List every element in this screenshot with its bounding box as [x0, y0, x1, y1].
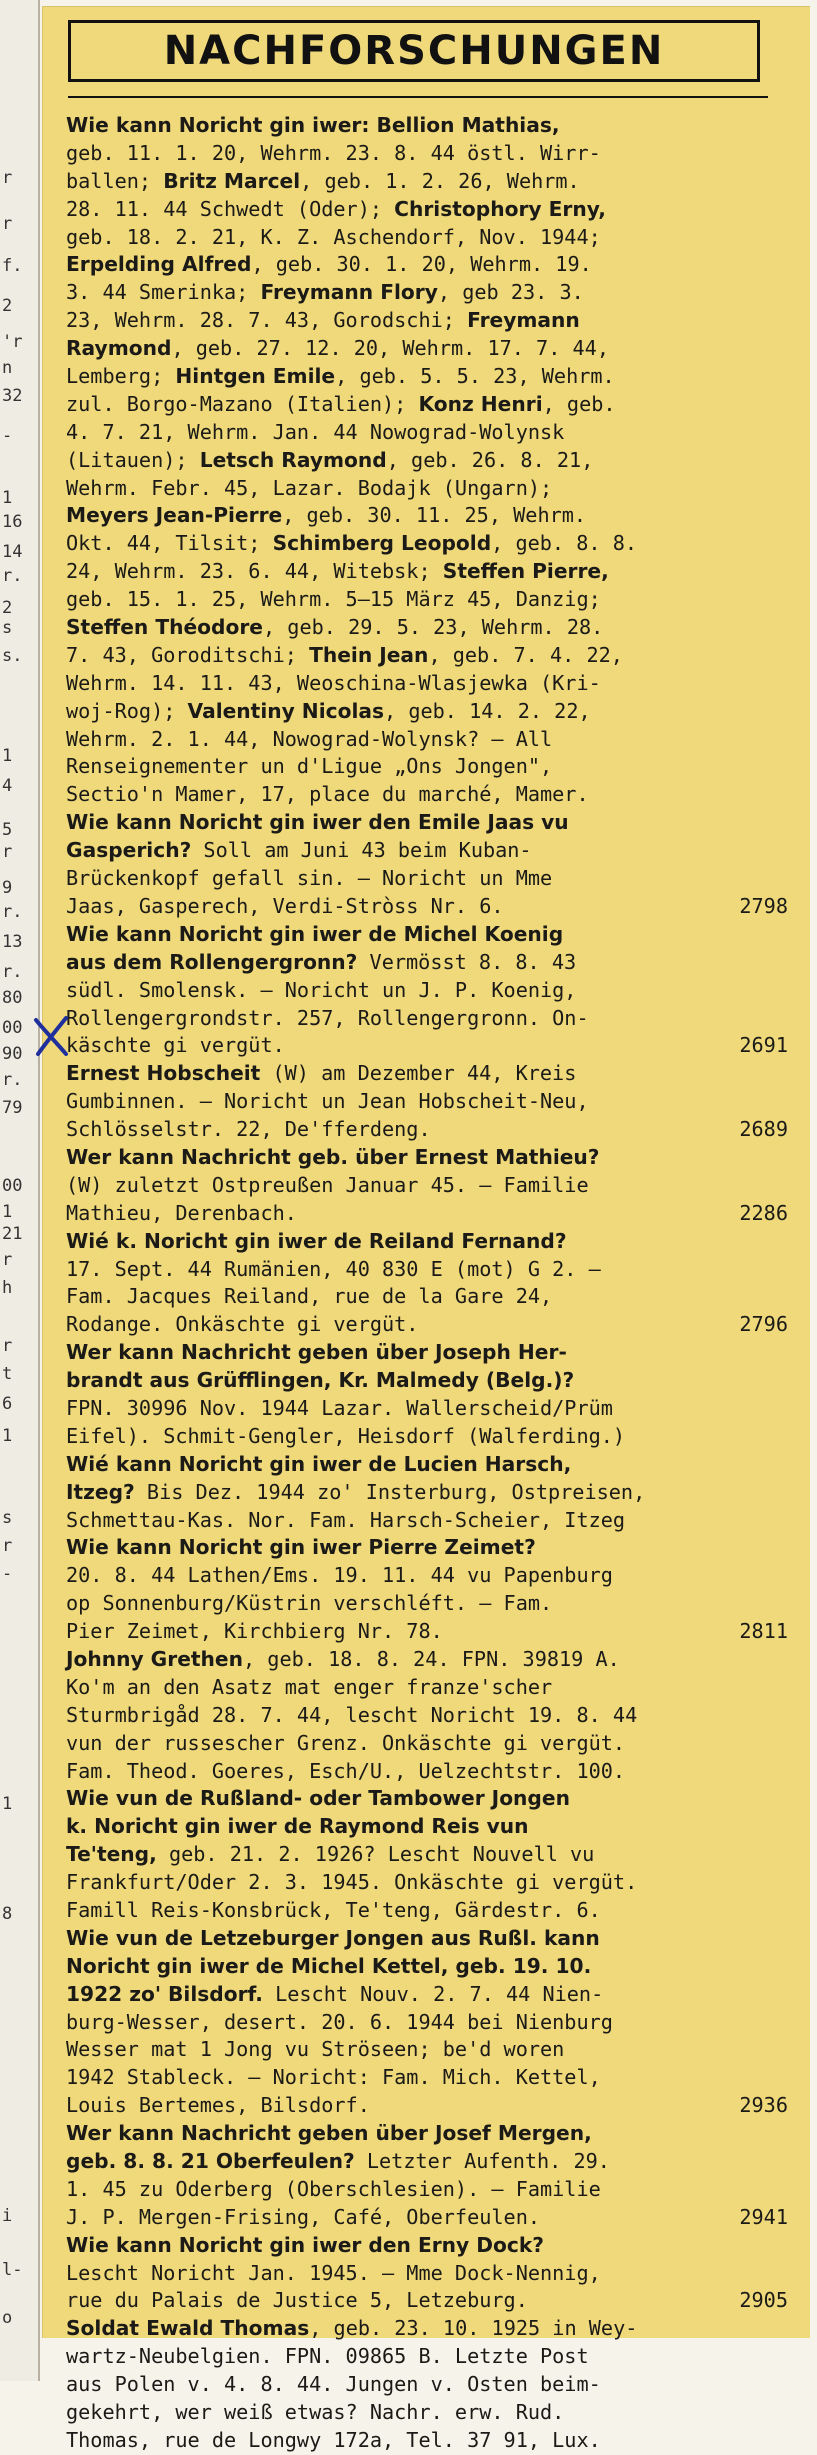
text-line [66, 1758, 788, 1786]
text-line [66, 698, 788, 726]
margin-fragment: r [2, 1336, 13, 1356]
text-segment: , geb. 1. 2. 26, Wehrm. [300, 168, 580, 193]
bold-name-text: Wié kann Noricht gin iwer de Lucien Harsch, [66, 1451, 572, 1476]
text-segment: vun der russescher Grenz. Onkäschte gi vergüt. [66, 1730, 626, 1755]
margin-fragment: f. [2, 256, 23, 276]
text-line [66, 1144, 788, 1172]
text-segment: J. P. Mergen-Frising, Café, Oberfeulen. [66, 2204, 541, 2229]
text-segment: Ko'm an den Asatz mat enger franze'scher [66, 1674, 553, 1699]
margin-fragment: 21 [2, 1224, 23, 1244]
text-segment: Louis Bertemes, Bilsdorf. [66, 2093, 370, 2118]
text-line [66, 447, 788, 475]
text-line [66, 1311, 788, 1339]
text-segment: südl. Smolensk. — Noricht un J. P. Koenig, [66, 977, 577, 1002]
margin-fragment: 1 [2, 1426, 13, 1446]
text-line [66, 391, 788, 419]
text-line [66, 1953, 788, 1981]
text-segment: Rollengergrondstr. 257, Rollengergronn. On- [66, 1005, 589, 1030]
text-line [66, 251, 788, 279]
text-segment: Vermösst 8. 8. 43 [357, 949, 577, 974]
bold-name-text: Wie kann Noricht gin iwer den Erny Dock? [66, 2232, 544, 2257]
text-segment: geb. 21. 2. 1926? Lescht Nouvell vu [156, 1842, 595, 1867]
text-line [66, 2343, 788, 2371]
bold-name-text: Hintgen Emile [175, 364, 336, 389]
text-line [66, 1869, 788, 1897]
margin-fragment: 79 [2, 1098, 23, 1118]
text-segment: 17. Sept. 44 Rumänien, 40 830 E (mot) G 2. — [66, 1256, 601, 1281]
margin-fragment: s [2, 1508, 13, 1528]
text-line [66, 2427, 788, 2455]
bold-name-text: 1922 zo' Bilsdorf. [66, 1981, 263, 2006]
bold-name-text: Thein Jean [309, 642, 429, 667]
margin-fragment: 'r [2, 332, 23, 352]
margin-fragment: 90 [2, 1044, 23, 1064]
text-segment: Frankfurt/Oder 2. 3. 1945. Onkäschte gi vergüt. [66, 1870, 638, 1895]
text-line [66, 1590, 788, 1618]
text-line [66, 1785, 788, 1813]
text-line [66, 1841, 788, 1869]
text-segment: 24, Wehrm. 23. 6. 44, Witebsk; [66, 559, 443, 584]
bold-name-text: Freymann [467, 308, 580, 333]
bold-name-text: Wie kann Noricht gin iwer: Bellion Mathias, [66, 113, 560, 137]
margin-fragment: 5 [2, 820, 13, 840]
text-segment: Wehrm. 14. 11. 43, Weoschina-Wlasjewka (Kri- [66, 670, 601, 695]
text-line [66, 1730, 788, 1758]
text-segment: Famill Reis-Konsbrück, Te'teng, Gärdestr. 6. [66, 1898, 601, 1922]
text-line [66, 2176, 788, 2204]
margin-fragment: r. [2, 566, 23, 586]
text-line [66, 1367, 788, 1395]
headline: NACHFORSCHUNGEN [163, 28, 665, 74]
text-segment: burg-Wesser, desert. 20. 6. 1944 bei Nienburg [66, 2009, 613, 2034]
text-segment: 3. 44 Smerinka; [66, 280, 261, 305]
text-segment: Soll am Juni 43 beim Kuban- [191, 838, 532, 863]
text-line [66, 1395, 788, 1423]
text-segment: woj-Rog); [66, 698, 188, 723]
margin-fragment: 1 [2, 1794, 13, 1814]
bold-name-text: Noricht gin iwer de Michel Kettel, geb. 19. 10. [66, 1953, 592, 1978]
text-segment: Mathieu, Derenbach. [66, 1200, 297, 1225]
text-line [66, 2036, 788, 2064]
bold-name-text: Schimberg Leopold [272, 531, 492, 556]
text-line [66, 2287, 788, 2315]
margin-fragment: n [2, 358, 13, 378]
margin-fragment: 6 [2, 1394, 13, 1414]
text-line [66, 2009, 788, 2037]
text-segment: rue du Palais de Justice 5, Letzeburg. [66, 2288, 528, 2313]
margin-fragment: s [2, 618, 13, 638]
margin-fragment: o [2, 2308, 13, 2328]
notice-number: 2689 [739, 1117, 788, 1142]
text-line [66, 1618, 788, 1646]
bold-name-text: Wer kann Nachricht geben über Josef Mergen, [66, 2121, 592, 2146]
text-line [66, 224, 788, 252]
notice-number: 2691 [739, 1033, 788, 1058]
margin-fragment: - [2, 426, 13, 446]
margin-fragment: 32 [2, 386, 23, 406]
text-line [66, 614, 788, 642]
margin-fragment: r. [2, 1070, 23, 1090]
text-segment: Sturmbrigåd 28. 7. 44, lescht Noricht 19. 8. 44 [66, 1702, 638, 1727]
text-line [66, 2092, 788, 2120]
text-line [66, 502, 788, 530]
bold-name-text: Valentiny Nicolas [187, 698, 385, 723]
text-line [66, 865, 788, 893]
margin-fragment: 9 [2, 878, 13, 898]
text-segment: , geb. 26. 8. 21, [386, 447, 594, 472]
text-line [66, 1925, 788, 1953]
text-line [66, 1423, 788, 1451]
text-line [66, 2315, 788, 2343]
bold-name-text: Raymond [66, 336, 172, 361]
bold-name-text: Steffen Pierre, [442, 559, 609, 584]
bold-name-text: k. Noricht gin iwer de Raymond Reis vun [66, 1814, 529, 1839]
notice-number: 2936 [739, 2093, 788, 2118]
margin-fragment: 1 [2, 1202, 13, 1222]
text-line [66, 781, 788, 809]
text-segment: 4. 7. 21, Wehrm. Jan. 44 Nowograd-Wolynsk [66, 419, 565, 444]
text-segment: Renseignementer un d'Ligue „Ons Jongen", [66, 754, 553, 779]
margin-fragment: l- [2, 2260, 23, 2280]
text-segment: (W) zuletzt Ostpreußen Januar 45. — Familie [66, 1172, 589, 1197]
text-line [66, 1813, 788, 1841]
text-segment: Wehrm. 2. 1. 44, Nowograd-Wolynsk? — All [66, 726, 553, 751]
notice-number: 2905 [739, 2288, 788, 2313]
text-line [66, 586, 788, 614]
text-segment: Eifel). Schmit-Gengler, Heisdorf (Walferding.) [66, 1423, 626, 1448]
margin-fragment: 16 [2, 512, 23, 532]
bold-name-text: Christophory Erny, [394, 196, 606, 221]
text-line [66, 1674, 788, 1702]
text-segment: käschte gi vergüt. [66, 1033, 285, 1058]
text-line [66, 363, 788, 391]
text-line [66, 1088, 788, 1116]
text-line [66, 196, 788, 224]
text-segment: , geb. 23. 10. 1925 in Wey- [309, 2316, 638, 2341]
text-segment: (W) am Dezember 44, Kreis [260, 1061, 577, 1086]
text-segment: Letzter Aufenth. 29. [354, 2149, 610, 2174]
margin-fragment: 00 [2, 1018, 23, 1038]
text-segment: FPN. 30996 Nov. 1944 Lazar. Wallerscheid/Prüm [66, 1395, 613, 1420]
margin-fragment: r [2, 842, 13, 862]
bold-name-text: Te'teng, [66, 1842, 157, 1867]
text-line [66, 335, 788, 363]
text-segment: Jaas, Gasperech, Verdi-Stròss Nr. 6. [66, 893, 504, 918]
margin-fragment: r [2, 214, 13, 234]
margin-fragment: r [2, 1250, 13, 1270]
text-line [66, 1562, 788, 1590]
adjacent-column-fragment [0, 0, 40, 2381]
text-line [66, 1256, 788, 1284]
text-segment: , geb. 29. 5. 23, Wehrm. 28. [263, 615, 604, 640]
text-line [66, 1172, 788, 1200]
margin-fragment: 8 [2, 1904, 13, 1924]
text-line [66, 809, 788, 837]
text-line [66, 1534, 788, 1562]
headline-box [68, 20, 760, 82]
text-segment: 1942 Stableck. — Noricht: Fam. Mich. Kettel, [66, 2065, 601, 2090]
bold-name-text: Wie kann Noricht gin iwer de Michel Koenig [66, 921, 564, 946]
text-segment: , geb. [542, 391, 616, 416]
text-line [66, 419, 788, 447]
text-line [66, 2260, 788, 2288]
text-segment: geb. 18. 2. 21, K. Z. Aschendorf, Nov. 1944; [66, 224, 601, 249]
text-line [66, 949, 788, 977]
text-segment: , geb. 7. 4. 22, [428, 642, 623, 667]
notice-number: 2811 [739, 1619, 788, 1644]
bold-name-text: Itzeg? [66, 1479, 135, 1504]
notices-column [66, 112, 788, 2455]
text-segment: , geb. 27. 12. 20, Wehrm. 17. 7. 44, [171, 336, 609, 361]
text-line [66, 1451, 788, 1479]
bold-name-text: Johnny Grethen [66, 1646, 243, 1671]
text-segment: , geb. 5. 5. 23, Wehrm. [335, 364, 615, 389]
text-segment: Lemberg; [66, 364, 176, 389]
margin-fragment: s. [2, 646, 23, 666]
text-line [66, 670, 788, 698]
bold-name-text: geb. 8. 8. 21 Oberfeulen? [66, 2149, 355, 2174]
text-segment: , geb. 30. 1. 20, Wehrm. 19. [251, 252, 592, 277]
bold-name-text: Wie vun de Letzeburger Jongen aus Rußl. kann [66, 1925, 600, 1950]
text-segment: Rodange. Onkäschte gi vergüt. [66, 1312, 419, 1337]
text-segment: Pier Zeimet, Kirchbierg Nr. 78. [66, 1619, 443, 1644]
text-segment: ballen; [66, 168, 164, 193]
text-segment: Wesser mat 1 Jong vu Ströseen; be'd woren [66, 2037, 565, 2062]
text-line [66, 1116, 788, 1144]
text-line [66, 893, 788, 921]
text-segment: zul. Borgo-Mazano (Italien); [66, 391, 419, 416]
bold-name-text: Erpelding Alfred [66, 252, 252, 277]
text-segment: Bis Dez. 1944 zo' Insterburg, Ostpreisen, [134, 1479, 646, 1504]
bold-name-text: Wer kann Nachricht geb. über Ernest Mathieu? [66, 1144, 600, 1169]
text-line [66, 2148, 788, 2176]
bold-name-text: Wie kann Noricht gin iwer Pierre Zeimet? [66, 1535, 536, 1560]
text-line [66, 1897, 788, 1925]
text-segment: , geb 23. 3. [437, 280, 584, 305]
text-segment: geb. 11. 1. 20, Wehrm. 23. 8. 44 östl. Wirr- [66, 140, 601, 165]
text-line [66, 1005, 788, 1033]
text-line [66, 1060, 788, 1088]
text-segment: , geb. 30. 11. 25, Wehrm. [282, 503, 587, 528]
margin-fragment: i [2, 2206, 13, 2226]
bold-name-text: Freymann Flory [260, 280, 438, 305]
text-line [66, 530, 788, 558]
bold-name-text: Konz Henri [418, 391, 543, 416]
text-segment: Fam. Jacques Reiland, rue de la Gare 24, [66, 1284, 553, 1309]
text-segment: 20. 8. 44 Lathen/Ems. 19. 11. 44 vu Papenburg [66, 1563, 613, 1588]
margin-fragment: r [2, 168, 13, 188]
text-line [66, 307, 788, 335]
text-line [66, 642, 788, 670]
headline-rule [68, 96, 768, 98]
text-line [66, 2232, 788, 2260]
text-line [66, 977, 788, 1005]
bold-name-text: Wié k. Noricht gin iwer de Reiland Fernand? [66, 1228, 567, 1253]
text-line [66, 2064, 788, 2092]
text-segment: geb. 15. 1. 25, Wehrm. 5—15 März 45, Danzig; [66, 587, 601, 612]
text-line [66, 112, 788, 140]
margin-fragment: r. [2, 902, 23, 922]
text-line [66, 1702, 788, 1730]
text-line [66, 1200, 788, 1228]
text-line [66, 1507, 788, 1535]
notice-number: 2286 [739, 1200, 788, 1225]
text-segment: , geb. 18. 8. 24. FPN. 39819 A. [243, 1646, 620, 1671]
text-segment: 28. 11. 44 Schwedt (Oder); [66, 196, 395, 221]
text-segment: wartz-Neubelgien. FPN. 09865 B. Letzte Post [66, 2344, 589, 2369]
margin-fragment: 4 [2, 776, 13, 796]
text-segment: , geb. 8. 8. [491, 531, 638, 556]
margin-fragment: 80 [2, 988, 23, 1008]
text-segment: Schlösselstr. 22, De'fferdeng. [66, 1117, 431, 1142]
text-line [66, 753, 788, 781]
margin-fragment: 00 [2, 1176, 23, 1196]
bold-name-text: Ernest Hobscheit [66, 1061, 261, 1086]
margin-fragment: 1 [2, 488, 13, 508]
text-segment: aus Polen v. 4. 8. 44. Jungen v. Osten beim- [66, 2372, 601, 2397]
margin-fragment: h [2, 1278, 13, 1298]
text-segment: op Sonnenburg/Küstrin verschléft. — Fam. [66, 1591, 553, 1616]
bold-name-text: Meyers Jean-Pierre [66, 503, 283, 528]
text-line [66, 837, 788, 865]
text-line [66, 1339, 788, 1367]
text-line [66, 1228, 788, 1256]
margin-fragment: 14 [2, 542, 23, 562]
text-line [66, 168, 788, 196]
text-line [66, 2204, 788, 2232]
bold-name-text: Soldat Ewald Thomas [66, 2316, 310, 2341]
text-segment: (Litauen); [66, 447, 200, 472]
text-segment: Lescht Noricht Jan. 1945. — Mme Dock-Nennig, [66, 2260, 601, 2285]
text-segment: Lescht Nouv. 2. 7. 44 Nien- [262, 1981, 604, 2006]
text-line [66, 921, 788, 949]
margin-fragment: r [2, 1536, 13, 1556]
bold-name-text: Gasperich? [66, 838, 192, 863]
text-line [66, 475, 788, 503]
margin-fragment: 1 [2, 746, 13, 766]
text-line [66, 2371, 788, 2399]
text-segment: , geb. 14. 2. 22, [384, 698, 591, 723]
text-line [66, 140, 788, 168]
text-segment: Brückenkopf gefall sin. — Noricht un Mme [66, 866, 553, 891]
margin-fragment: 13 [2, 932, 23, 952]
text-line [66, 1032, 788, 1060]
text-segment: Fam. Theod. Goeres, Esch/U., Uelzechtstr. 100. [66, 1758, 626, 1783]
bold-name-text: Wer kann Nachricht geben über Joseph Her- [66, 1340, 567, 1365]
text-line [66, 726, 788, 754]
text-segment: 23, Wehrm. 28. 7. 43, Gorodschi; [66, 308, 468, 333]
bold-name-text: brandt aus Grüfflingen, Kr. Malmedy (Belg.)? [66, 1368, 575, 1393]
text-segment: 7. 43, Goroditschi; [66, 642, 310, 667]
notice-number: 2796 [739, 1312, 788, 1337]
text-segment: Sectio'n Mamer, 17, place du marché, Mamer. [66, 782, 589, 807]
handwritten-x-mark [28, 1014, 74, 1058]
text-segment: Thomas, rue de Longwy 172a, Tel. 37 91, Lux. [66, 2427, 601, 2452]
text-line [66, 558, 788, 586]
text-line [66, 2120, 788, 2148]
text-line [66, 1479, 788, 1507]
text-segment: Schmettau-Kas. Nor. Fam. Harsch-Scheier, Itzeg [66, 1507, 626, 1532]
text-segment: Gumbinnen. — Noricht un Jean Hobscheit-Neu, [66, 1089, 589, 1114]
text-line [66, 1646, 788, 1674]
margin-fragment: - [2, 1564, 13, 1584]
margin-fragment: 2 [2, 296, 13, 316]
text-line [66, 1283, 788, 1311]
margin-fragment: r. [2, 962, 23, 982]
bold-name-text: Steffen Théodore [66, 615, 263, 640]
text-segment: Okt. 44, Tilsit; [66, 531, 273, 556]
margin-fragment: 2 [2, 598, 13, 618]
notice-number: 2798 [739, 893, 788, 918]
bold-name-text: Wie kann Noricht gin iwer den Emile Jaas vu [66, 810, 569, 835]
text-line [66, 279, 788, 307]
text-line [66, 2399, 788, 2427]
bold-name-text: Letsch Raymond [199, 447, 387, 472]
text-line [66, 1981, 788, 2009]
text-segment: Wehrm. Febr. 45, Lazar. Bodajk (Ungarn); [66, 475, 553, 500]
text-segment: gekehrt, wer weiß etwas? Nachr. erw. Rud. [66, 2400, 565, 2425]
bold-name-text: aus dem Rollengergronn? [66, 949, 358, 974]
notice-number: 2941 [739, 2204, 788, 2229]
text-segment: 1. 45 zu Oderberg (Oberschlesien). — Familie [66, 2176, 601, 2201]
bold-name-text: Wie vun de Rußland- oder Tambower Jongen [66, 1786, 570, 1811]
margin-fragment: t [2, 1364, 13, 1384]
bold-name-text: Britz Marcel [163, 168, 301, 193]
